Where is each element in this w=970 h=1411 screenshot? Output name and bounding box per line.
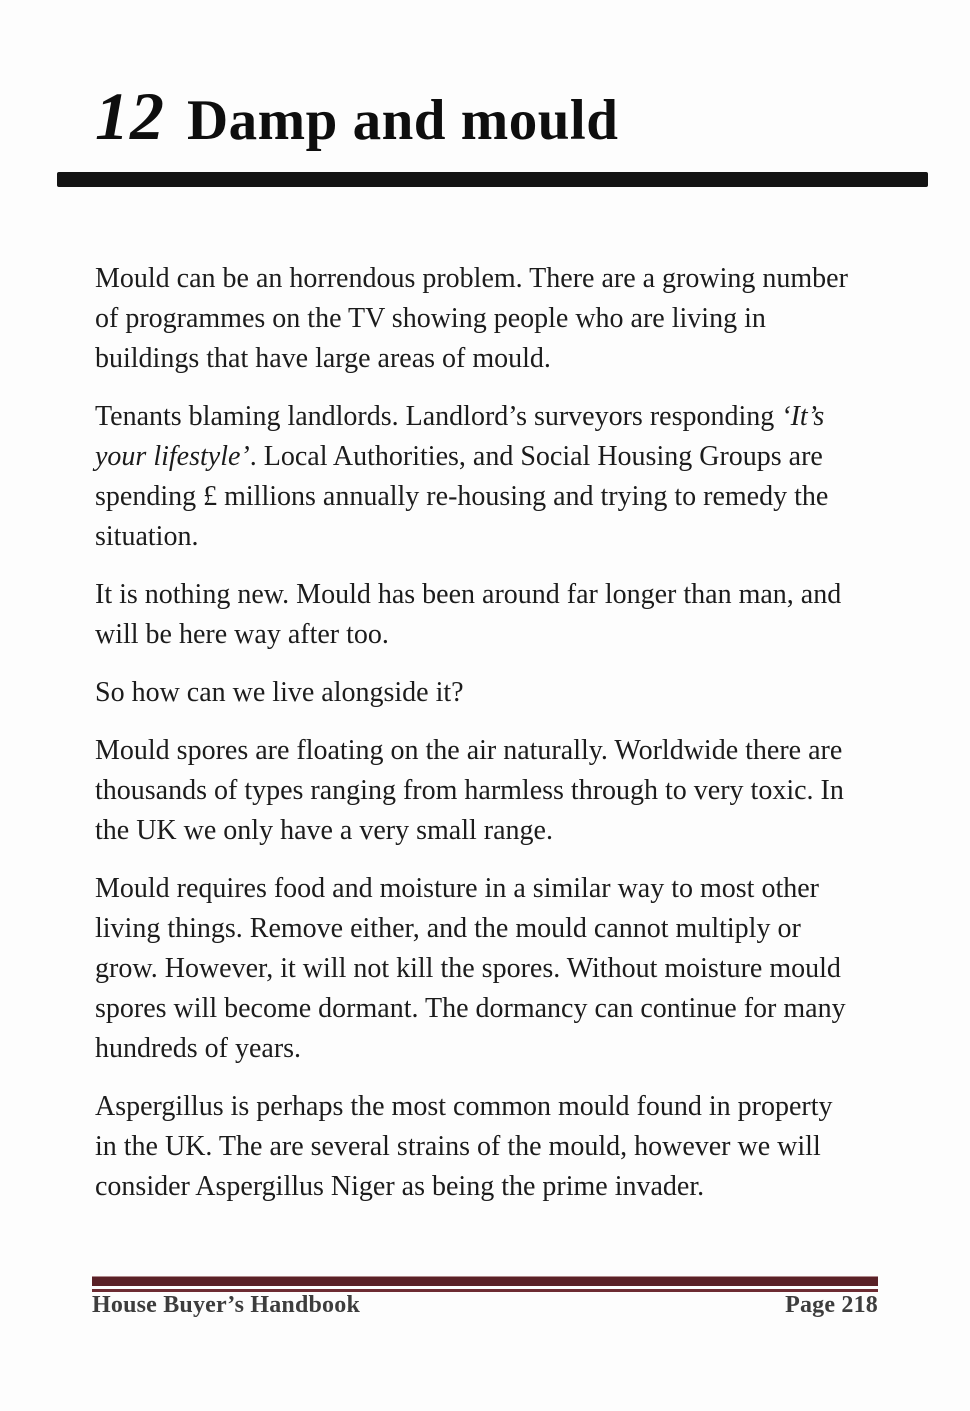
body-text bbox=[95, 259, 895, 1225]
footer-rule bbox=[92, 1276, 878, 1292]
italic-text-segment: ‘It’s bbox=[781, 401, 825, 432]
text-line: situation. bbox=[95, 521, 199, 552]
paragraph-6 bbox=[95, 869, 895, 1069]
text-line: thousands of types ranging from harmless through to very toxic. In bbox=[95, 775, 844, 806]
text-line: Mould requires food and moisture in a similar way to most other bbox=[95, 873, 819, 904]
chapter-title: Damp and mould bbox=[187, 89, 619, 152]
text-line bbox=[95, 437, 895, 477]
text-segment: Tenants blaming landlords. Landlord’s surveyors responding bbox=[95, 401, 782, 432]
text-line: Aspergillus is perhaps the most common mould found in property bbox=[95, 1091, 833, 1122]
paragraph-1 bbox=[95, 259, 895, 379]
footer-rule-thick-bar bbox=[92, 1276, 878, 1286]
text-line bbox=[95, 397, 895, 437]
text-line: Mould spores are floating on the air naturally. Worldwide there are bbox=[95, 735, 843, 766]
chapter-number: 12 bbox=[95, 78, 165, 154]
text-line: buildings that have large areas of mould. bbox=[95, 343, 551, 374]
heading-rule bbox=[57, 172, 928, 187]
text-line: Mould can be an horrendous problem. There are a growing number bbox=[95, 263, 848, 294]
paragraph-5 bbox=[95, 731, 895, 851]
footer-book-title: House Buyer’s Handbook bbox=[92, 1292, 361, 1318]
text-line: consider Aspergillus Niger as being the prime invader. bbox=[95, 1171, 705, 1202]
text-line: living things. Remove either, and the mould cannot multiply or bbox=[95, 913, 801, 944]
text-line: will be here way after too. bbox=[95, 619, 389, 650]
text-line: of programmes on the TV showing people who are living in bbox=[95, 303, 766, 334]
paragraph-2 bbox=[95, 397, 895, 557]
paragraph-4 bbox=[95, 673, 895, 713]
footer-page-number: Page 218 bbox=[785, 1292, 878, 1318]
text-line: So how can we live alongside it? bbox=[95, 677, 464, 708]
italic-text-segment: your lifestyle’ bbox=[95, 441, 250, 472]
text-line: the UK we only have a very small range. bbox=[95, 815, 553, 846]
text-line: It is nothing new. Mould has been around far longer than man, and bbox=[95, 579, 842, 610]
paragraph-7 bbox=[95, 1087, 895, 1207]
text-line: in the UK. The are several strains of the mould, however we will bbox=[95, 1131, 821, 1162]
text-line: spores will become dormant. The dormancy can continue for many bbox=[95, 993, 846, 1024]
chapter-heading bbox=[95, 78, 619, 154]
paragraph-3 bbox=[95, 575, 895, 655]
footer bbox=[92, 1292, 878, 1319]
text-segment: . Local Authorities, and Social Housing Groups are bbox=[249, 441, 823, 472]
text-line: spending £ millions annually re-housing and trying to remedy the bbox=[95, 481, 829, 512]
text-line: hundreds of years. bbox=[95, 1033, 302, 1064]
text-line: grow. However, it will not kill the spores. Without moisture mould bbox=[95, 953, 841, 984]
